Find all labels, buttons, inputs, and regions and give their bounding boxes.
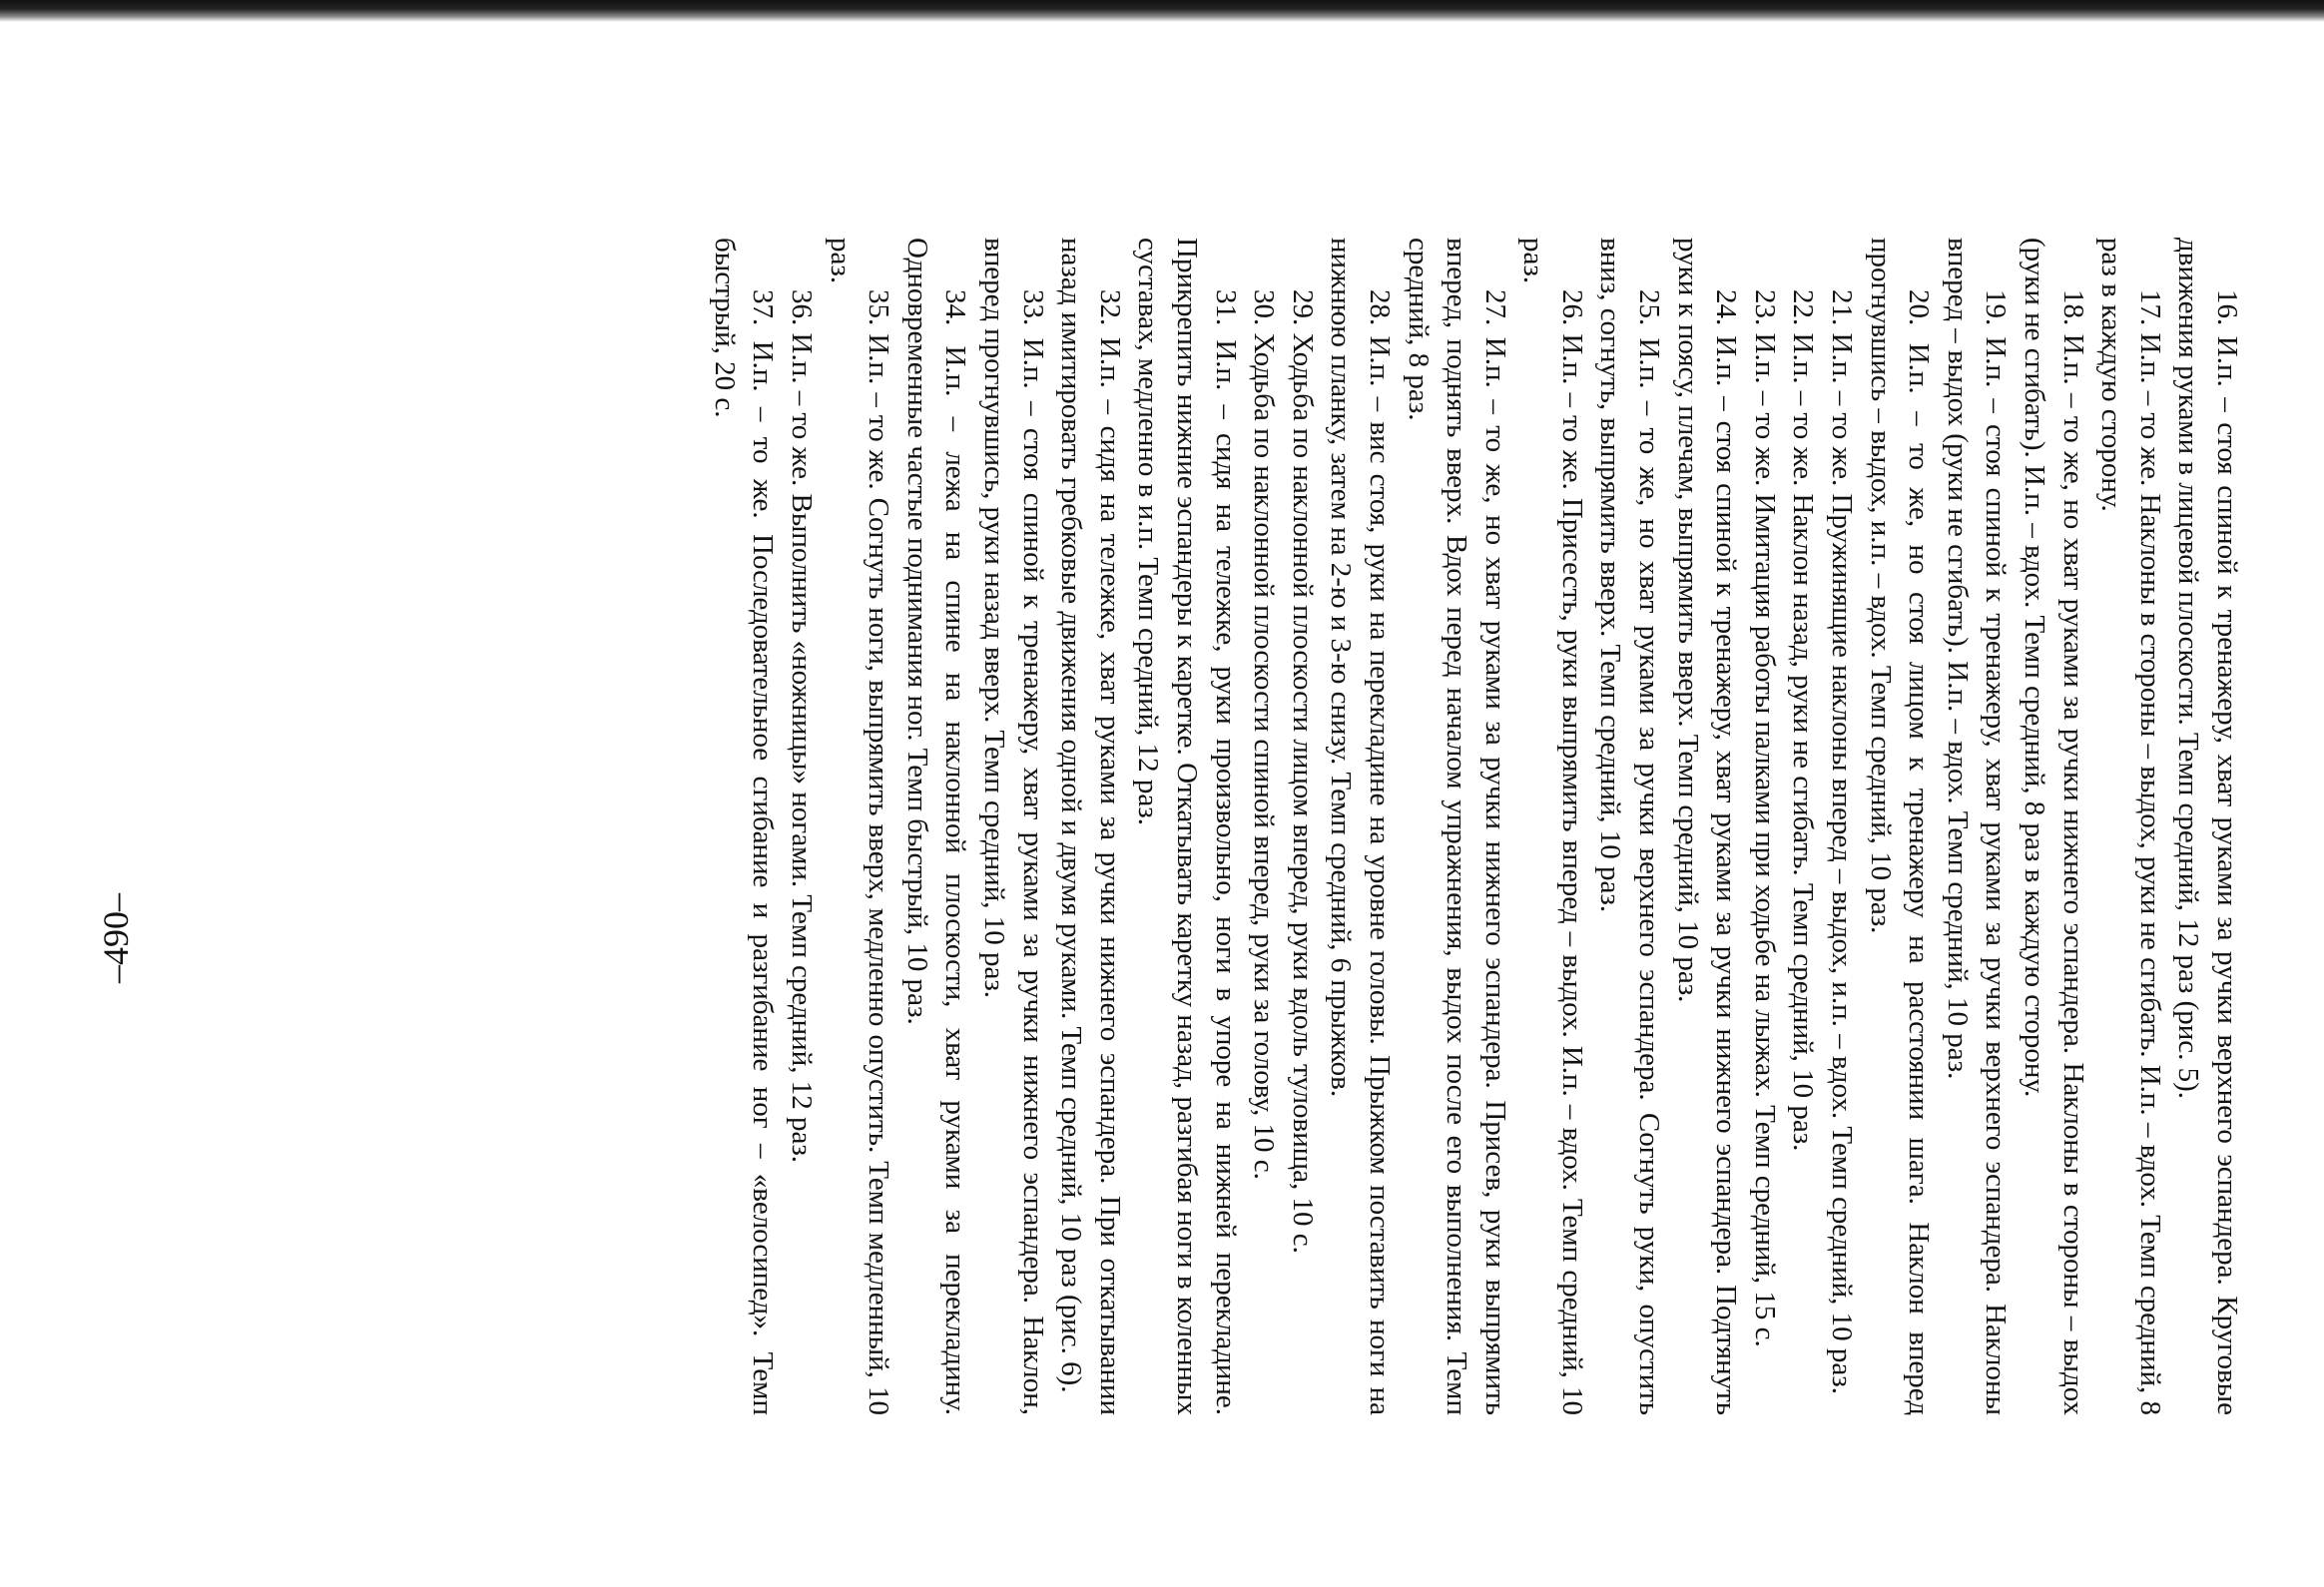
paragraph-23: 23. И.п. – то же. Имитация работы палками при ходьбе на лыжах. Темп средний, 15 с. — [1748, 289, 1781, 1347]
paragraph-19: 19. И.п. – стоя спиной к тренажеру, хват руками за ручки верхнего эспандера. Наклоны вперед – выдох (руки не сгибать). И.п. – вдох. Темп средний, 10 раз. — [1941, 238, 2013, 1415]
paragraph-35: 35. И.п. – то же. Согнуть ноги, выпрямить вверх, медленно опустить. Темп медленный, 10 раз. — [824, 238, 895, 1415]
paragraph-27: 27. И.п. – то же, но хват руками за ручки нижнего эспандера. Присев, руки выпрямить вперед, поднять вверх. Вдох перед началом упражнения, выдох после его выполнения. Темп средний, 8 раз. — [1402, 238, 1511, 1415]
paragraph-31: 31. И.п. – сидя на тележке, руки произвольно, ноги в упоре на нижней перекладине. Прикрепить нижние эспандеры к каретке. Откатывать каретку назад, разгибая ноги в коленных суставах, медленно в и.п. Темп средний, 12 раз. — [1132, 238, 1242, 1415]
paragraph-30: 30. Ходьба по наклонной плоскости спиной вперед, руки за голову, 10 с. — [1248, 289, 1281, 1180]
paragraph-28: 28. И.п. – вис стоя, руки на перекладине на уровне головы. Прыжком поставить ноги на нижнюю планку, затем на 2-ю и 3-ю снизу. Темп средний, 6 прыжков. — [1325, 238, 1396, 1415]
scan-edge-bar — [0, 0, 2324, 22]
paragraph-16: 16. И.п. – стоя спиной к тренажеру, хват руками за ручки верхнего эспандера. Круговые движения руками в лицевой плоскости. Темп средний, 12 раз (рис. 5). — [2172, 238, 2243, 1415]
paragraph-36: 36. И.п. – то же. Выполнить «ножницы» ногами. Темп средний, 12 раз. — [786, 289, 819, 1164]
paragraph-22: 22. И.п. – то же. Наклон назад, руки не сгибать. Темп средний, 10 раз. — [1787, 289, 1820, 1152]
paragraph-17: 17. И.п. – то же. Наклоны в стороны – выдох, руки не сгибать. И.п. – вдох. Темп средний, 8 раз в каждую сторону. — [2095, 238, 2166, 1415]
page-number: –490– — [96, 893, 136, 983]
paragraph-33: 33. И.п. – стоя спиной к тренажеру, хват руками за ручки нижнего эспандера. Наклон, вперед прогнувшись, руки назад вверх. Темп средний, 10 раз. — [978, 238, 1049, 1415]
paragraph-34: 34. И.п. – лежа на спине на наклонной плоскости, хват руками за перекладину. Одновременные частые поднимания ног. Темп быстрый, 10 раз. — [900, 238, 972, 1415]
paragraph-21: 21. И.п. – то же. Пружинящие наклоны вперед – выдох, и.п. – вдох. Темп средний, 10 раз. — [1826, 289, 1859, 1394]
paragraph-25: 25. И.п. – то же, но хват руками за ручки верхнего эспандера. Согнуть руки, опустить вниз, согнуть, выпрямить вверх. Темп средний, 10 раз. — [1594, 238, 1666, 1415]
paragraph-37: 37. И.п. – то же. Последовательное сгибание и разгибание ног – «велосипед». Темп быстрый, 20 с. — [708, 238, 780, 1415]
paragraph-18: 18. И.п. – то же, но хват руками за ручки нижнего эспандера. Наклоны в стороны – выдох (руки не сгибать). И.п. – вдох. Темп средний, 8 раз в каждую сторону. — [2019, 238, 2089, 1415]
paragraph-24: 24. И.п. – стоя спиной к тренажеру, хват руками за ручки нижнего эспандера. Подтянуть руки к поясу, плечам, выпрямить вверх. Темп средний, 10 раз. — [1671, 238, 1743, 1415]
rotated-text-region — [190, 238, 2246, 1415]
text-column — [190, 238, 2246, 1415]
paragraph-29: 29. Ходьба по наклонной плоскости лицом вперед, руки вдоль туловища, 10 с. — [1286, 289, 1319, 1254]
paragraph-32: 32. И.п. – сидя на тележке, хват руками за ручки нижнего эспандера. При откатывании назад имитировать гребковые движения одной и двумя руками. Темп средний, 10 раз (рис. 6). — [1055, 238, 1126, 1415]
paragraph-20: 20. И.п. – то же, но стоя лицом к тренажеру на расстоянии шага. Наклон вперед прогнувшись – выдох, и.п. – вдох. Темп средний, 10 раз. — [1864, 238, 1936, 1415]
paragraph-26: 26. И.п. – то же. Присесть, руки выпрямить вперед – выдох. И.п. – вдох. Темп средний, 10 раз. — [1517, 238, 1588, 1415]
